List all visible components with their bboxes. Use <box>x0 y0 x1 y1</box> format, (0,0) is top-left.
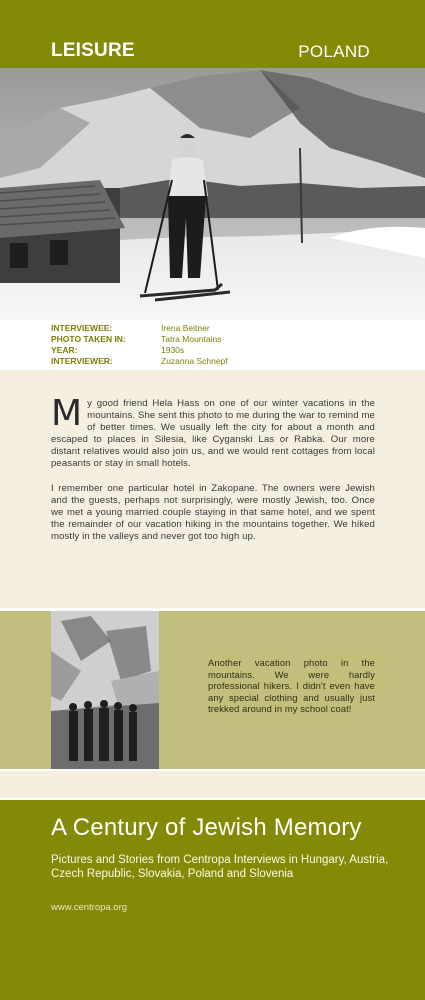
footer-subtitle: Pictures and Stories from Centropa Interviews in Hungary, Austria, Czech Republic, Slovakia, Poland and Slovenia <box>51 854 389 880</box>
meta-label: INTERVIEWEE: <box>51 323 113 333</box>
page-header <box>0 0 425 68</box>
second-photo-caption: Another vacation photo in the mountains. We were hardly professional hikers. I didn't even have any special clothing and usually just trekked around in my school coat! <box>208 657 375 714</box>
meta-label: PHOTO TAKEN IN: <box>51 334 126 344</box>
second-photo-section <box>0 611 425 769</box>
group-hikers-photo <box>51 611 159 769</box>
main-photo <box>0 68 425 320</box>
country-label: POLAND <box>298 42 370 61</box>
page-footer <box>0 800 425 1000</box>
story-text <box>51 393 375 555</box>
second-photo <box>51 611 159 769</box>
footer-title: A Century of Jewish Memory <box>51 814 362 841</box>
meta-value: Irena Beitner <box>161 323 210 333</box>
meta-label: YEAR: <box>51 345 78 355</box>
meta-value: Zuzanna Schnepf <box>161 356 228 366</box>
meta-value: 1930s <box>161 345 185 355</box>
meta-label: INTERVIEWER: <box>51 356 113 366</box>
drop-cap: M <box>51 393 83 434</box>
category-title: LEISURE <box>51 40 135 61</box>
separator-band <box>0 769 425 800</box>
footer-url[interactable]: www.centropa.org <box>51 902 128 913</box>
story-paragraph-1 <box>51 393 375 471</box>
story-section <box>0 370 425 608</box>
interview-meta <box>0 320 425 370</box>
skier-in-mountains-photo <box>0 68 425 320</box>
story-paragraph-2: I remember one particular hotel in Zakopane. The owners were Jewish and the guests, perhaps not surprisingly, were mostly Jewish, too. Once we met a young married couple staying in that same hotel, and we spent the remainder of our vacation hiking in the mountains together. We hiked mostly in the valleys and never got too high up. <box>51 482 375 542</box>
story-paragraph-1-text: y good friend Hela Hass on one of our winter vacations in the mountains. She sent this photo to me during the war to remind me of better times. We usually left the city for about a month and escaped to places in Silesia, like Cyganski Las or Rabka. Our more distant relatives would also join us, and we would rent cottages from local peasants or stay in small hotels. <box>51 398 375 470</box>
meta-value: Tatra Mountains <box>161 334 222 344</box>
